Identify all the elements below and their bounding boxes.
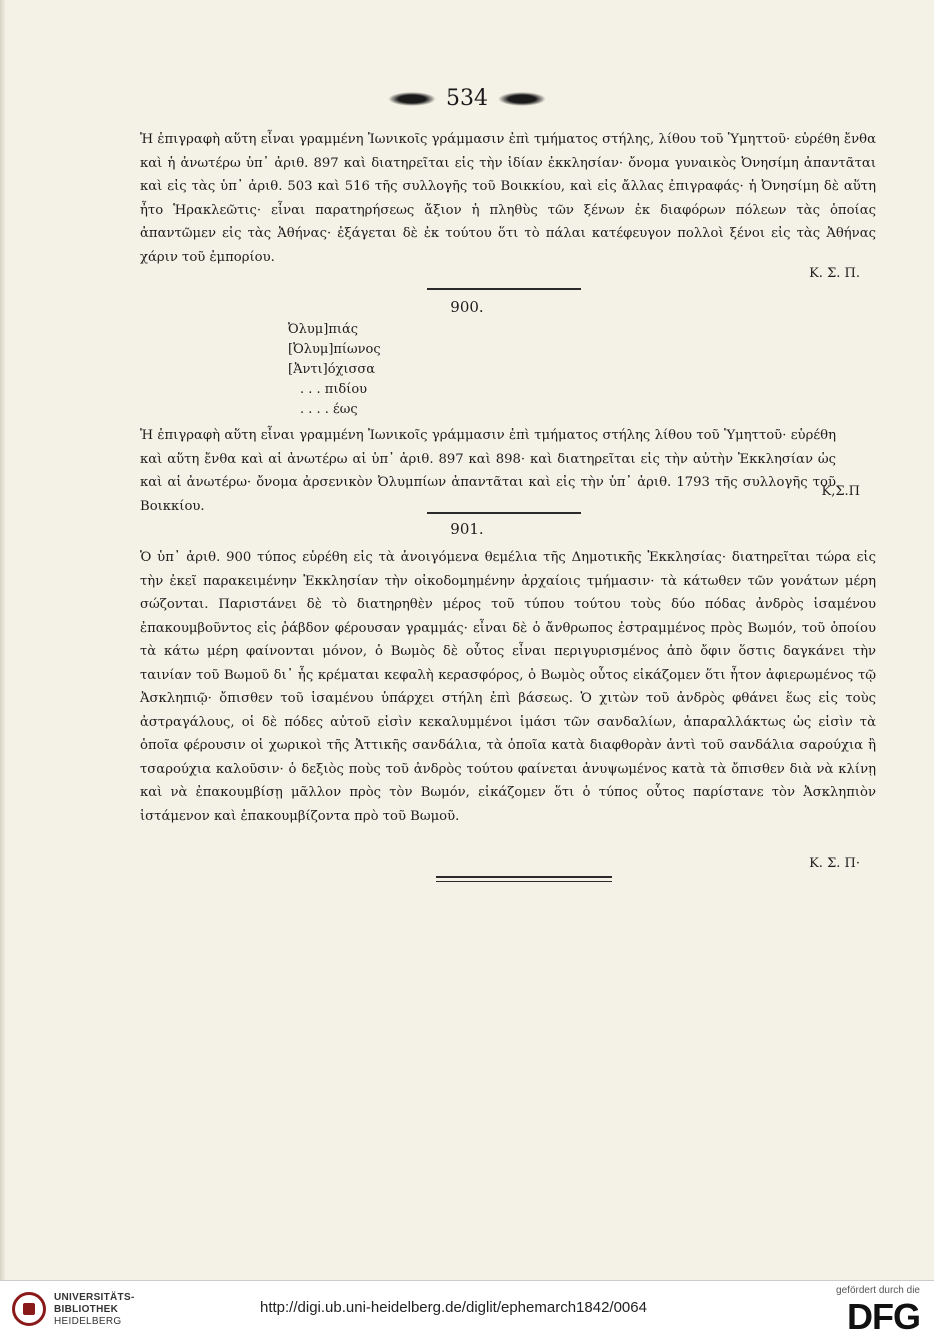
end-rule-bottom [436,881,612,882]
page-url-link[interactable]: http://digi.ub.uni-heidelberg.de/diglit/ephemarch1842/0064 [260,1299,647,1316]
viewer-footer [0,1280,934,1340]
library-name-line: UNIVERSITÄTS- [54,1292,135,1303]
paragraph-900-commentary: Ἡ ἐπιγραφὴ αὕτη εἶναι γραμμένη Ἰωνικοῖς γράμμασιν ἐπὶ τμήματος στήλης λίθου τοῦ Ὑμηττοῦ· εὑρέθη καὶ αὕτη ἔνθα καὶ αἱ ἀνωτέρω αἱ ὑπ᾽ ἀριθ. 897 καὶ 898· καὶ διατηρεῖται εἰς τὴν αὐτὴν Ἐκκλησίαν ὡς καὶ αἱ ἀνωτέρω· ὄνομα ἀρσενικὸν Ὀλυμπίων ἀπαντᾶται καὶ εἰς τὴν ὑπ᾽ ἀριθ. 1793 τῆς συλλογῆς τοῦ Βοικκίου. [140,428,836,514]
dfg-logo: DFG [847,1296,920,1337]
inscription-line: Ὀλυμ]πιάς [288,322,359,337]
inscription-line: . . . . έως [300,402,358,417]
divider-2 [427,512,581,514]
library-name-line: HEIDELBERG [54,1316,122,1327]
funding-label: gefördert durch die [836,1285,920,1296]
divider-1 [427,288,581,290]
paragraph-901-commentary: Ὁ ὑπ᾽ ἀριθ. 900 τύπος εὑρέθη εἰς τὰ ἀνοιγόμενα θεμέλια τῆς Δημοτικῆς Ἐκκλησίας· διατηρεῖται τώρα εἰς τὴν ἐκεῖ παρακειμένην Ἐκκλησίαν τὴν οἰκοδομημένην ἀρχαίοις τμήμασιν· τὰ κάτωθεν τῶν γονάτων μέρη σώζονται. Παριστάνει δὲ τὸ διατηρηθὲν μέρος τοῦ τύπου τούτου τοὺς δύο πόδας ἀνδρὸς ἱσαμένου ἐπακουμβοῦντος εἰς ῥάβδον φέρουσαν γραμμάς· εἶναι δὲ ὁ ἄνθρωπος ἐστραμμένος πρὸς Βωμόν, τοῦ ὁποίου τὰ κάτω μέρη φαίνονται μόνον, ὁ Βωμὸς δὲ οὗτος εἶναι περιγυρισμένος ἀπὸ ὄφιν ὅστις δαγκάνει τὴν ταινίαν τοῦ Βωμοῦ δι᾽ ἧς κρέμαται κεφαλὴ κερασφόρος, ὁ Βωμὸς οὗτος εἰκάζομεν ὅτι ἦτον ἀφιερωμένος τῷ Ἀσκληπιῷ· ὄπισθεν τοῦ ἱσαμένου ὑπάρχει στήλη ἐπὶ βάσεως. Ὁ χιτὼν τοῦ ἀνδρὸς φθάνει ἕως εἰς τοὺς ἀστραγάλους, οἱ δὲ πόδες αὐτοῦ εἰσὶν κεκαλυμμένοι ἱμάσι τῶν σανδαλίων, ἀπαραλλάκτως ὡς εἰσὶν τὰ ὁποῖα φέρουσιν οἱ χωρικοὶ τῆς Ἀττικῆς σανδάλια, τὰ ὁποῖα κατὰ διαφθορὰν ἀντὶ τοῦ σανδάλια σαρούχια ἢ τσαρούχια καλοῦσιν· ὁ δεξιὸς ποὺς τοῦ ἀνδρὸς τούτου φαίνεται ἀνυψωμένος κατὰ τὰ ὄπισθεν διὰ νὰ κλίνῃ καὶ νὰ ἐπακουμβίσῃ μᾶλλον πρὸς τὸν Βωμόν, εἰκάζομεν ὅτι ὁ τύπος οὗτος παρίστανε τὸν Ἀσκληπιὸν ἱστάμενον καὶ ἐπακουμβίζοντα πρὸ τοῦ Βωμοῦ. [140,550,876,824]
library-name [54,1292,135,1328]
signature-3: Κ. Σ. Π· [809,856,860,871]
page-binding-edge [0,0,6,1280]
inscription-line: . . . πιδίου [300,382,368,397]
ornament-left-icon [388,92,436,106]
end-rule-top [436,876,612,878]
inscription-900 [288,320,468,420]
inscription-line: [Ὀλυμ]πίωνος [288,342,381,357]
paragraph-899-commentary: Ἡ ἐπιγραφὴ αὕτη εἶναι γραμμένη Ἰωνικοῖς γράμμασιν ἐπὶ τμήματος στήλης, λίθου τοῦ Ὑμηττοῦ· εὑρέθη ἔνθα καὶ ἡ ἀνωτέρω ὑπ᾽ ἀριθ. 897 καὶ διατηρεῖται εἰς τὴν ἰδίαν ἐκκλησίαν· ὄνομα γυναικὸς Ὀνησίμη ἀπαντᾶται καὶ εἰς τὰς ὑπ᾽ ἀριθ. 503 καὶ 516 τῆς συλλογῆς τοῦ Βοικκίου, καὶ εἰς ἄλλας ἐπιγραφάς· ἡ Ὀνησίμη δὲ αὕτη ἦτο Ἡρακλεῶτις· εἶναι παρατηρήσεως ἄξιον ἡ πληθὺς τῶν ξένων ἐκ διαφόρων πόλεων τὰς ὁποίας ἀπαντῶμεν εἰς τὰς Ἀθήνας· ἐξάγεται δὲ ἐκ τούτου ὅτι τὸ πάλαι κατέφευγον πολλοὶ ξένοι εἰς τὰς Ἀθήνας χάριν τοῦ ἐμπορίου. [140,132,876,265]
entry-number-901: 901. [450,520,484,538]
university-library-logo-icon [12,1292,46,1326]
signature-1: Κ. Σ. Π. [809,266,860,281]
ornament-right-icon [498,92,546,106]
signature-2: Κ,Σ.Π [821,484,860,499]
library-name-line: BIBLIOTHEK [54,1304,119,1315]
entry-number-900: 900. [450,298,484,316]
inscription-line: [Ἀντι]όχισσα [288,362,376,377]
page-number-text: 534 [446,86,488,111]
page-number [0,86,934,111]
